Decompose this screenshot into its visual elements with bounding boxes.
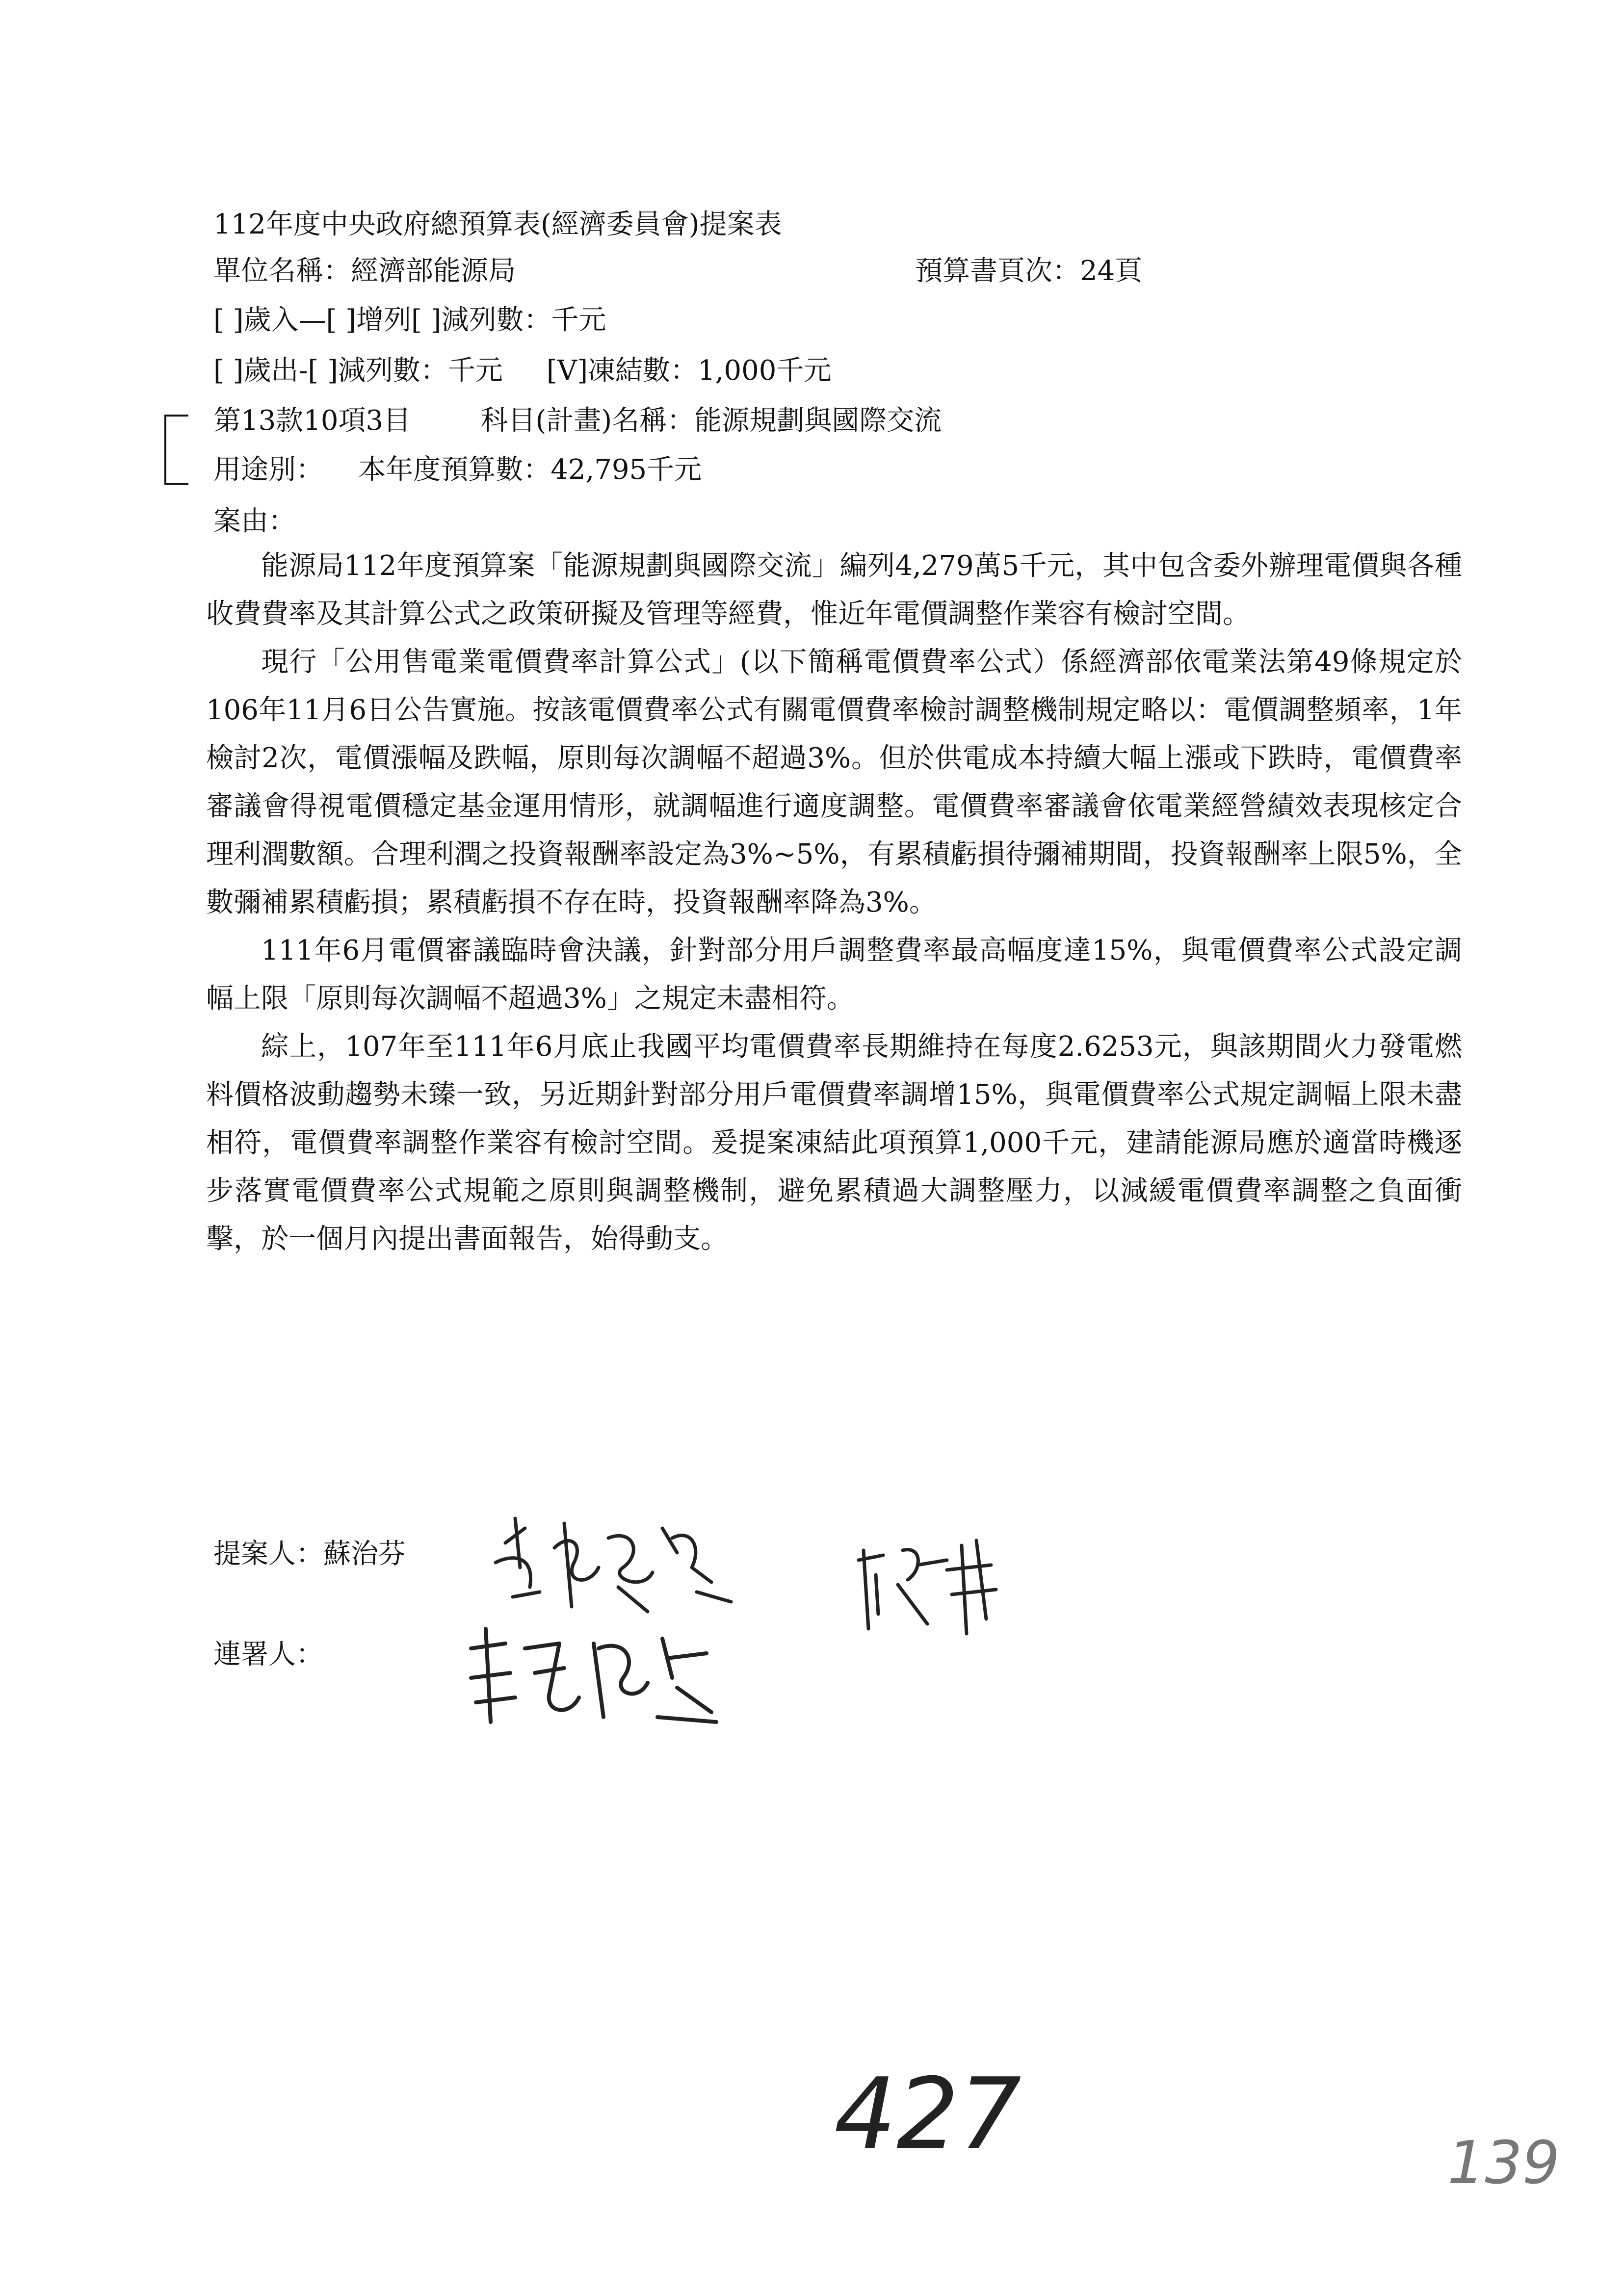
form-title: 112年度中央政府總預算表(經濟委員會)提案表 (213, 209, 782, 240)
paragraph-3: 111年6月電價審議臨時會決議，針對部分用戶調整費率最高幅度達15%，與電價費率公式設定調幅上限「原則每次調幅不超過3%」之規定未盡相符。 (206, 935, 1462, 1015)
reason-body (206, 542, 1462, 1263)
expense-line: [ ]歲出-[ ]減列數：千元 [V]凍結數：1,000千元 (213, 355, 832, 387)
page-number: 139 (1447, 2129, 1560, 2197)
revenue-line: [ ]歲入—[ ]增列[ ]減列數：千元 (213, 304, 606, 336)
proposer-signature (486, 1509, 741, 1621)
item-bracket (164, 415, 188, 485)
item-line: 第13款10項3目 科目(計畫)名稱：能源規劃與國際交流 (213, 405, 942, 437)
proposer: 提案人：蘇治芬 (213, 1538, 406, 1570)
cosigner-signature-1 (849, 1531, 1025, 1644)
paragraph-1: 能源局112年度預算案「能源規劃與國際交流」編列4,279萬5千元，其中包含委外辦理電價與各種收費費率及其計算公式之政策研擬及管理等經費，惟近年電價調整作業容有檢討空間。 (206, 550, 1462, 630)
cosigner-signature-2 (461, 1619, 726, 1732)
cosigner-label: 連署人： (213, 1639, 323, 1670)
paragraph-2: 現行「公用售電業電價費率計算公式」(以下簡稱電價費率公式）係經濟部依電業法第49條規定於106年11月6日公告實施。按該電價費率公式有關電價費率檢討調整機制規定略以：電價調整頻率，1年檢討2次，電價漲幅及跌幅，原則每次調幅不超過3%。但於供電成本持續大幅上漲或下跌時，電價費率審議會得視電價穩定基金運用情形，就調幅進行適度調整。電價費率審議會依電業經營績效表現核定合理利潤數額。合理利潤之投資報酬率設定為3%~5%，有累積虧損待彌補期間，投資報酬率上限5%，全數彌補累積虧損；累積虧損不存在時，投資報酬率降為3%。 (206, 646, 1462, 918)
unit-name: 單位名稱：經濟部能源局 (213, 255, 516, 287)
paragraph-4: 綜上，107年至111年6月底止我國平均電價費率長期維持在每度2.6253元，與該期間火力發電燃料價格波動趨勢未臻一致，另近期針對部分用戶電價費率調增15%，與電價費率公式規定調幅上限未盡相符，電價費率調整作業容有檢討空間。爰提案凍結此項預算1,000千元，建請能源局應於適當時機逐步落實電價費率公式規範之原則與調整機制，避免累積過大調整壓力，以減緩電價費率調整之負面衝擊，於一個月內提出書面報告，始得動支。 (206, 1031, 1462, 1255)
stamp-number: 427 (834, 2057, 1022, 2171)
budget-page-ref: 預算書頁次：24頁 (915, 255, 1143, 287)
usage-line: 用途別： 本年度預算數：42,795千元 (213, 454, 702, 486)
reason-label: 案由： (213, 505, 296, 537)
